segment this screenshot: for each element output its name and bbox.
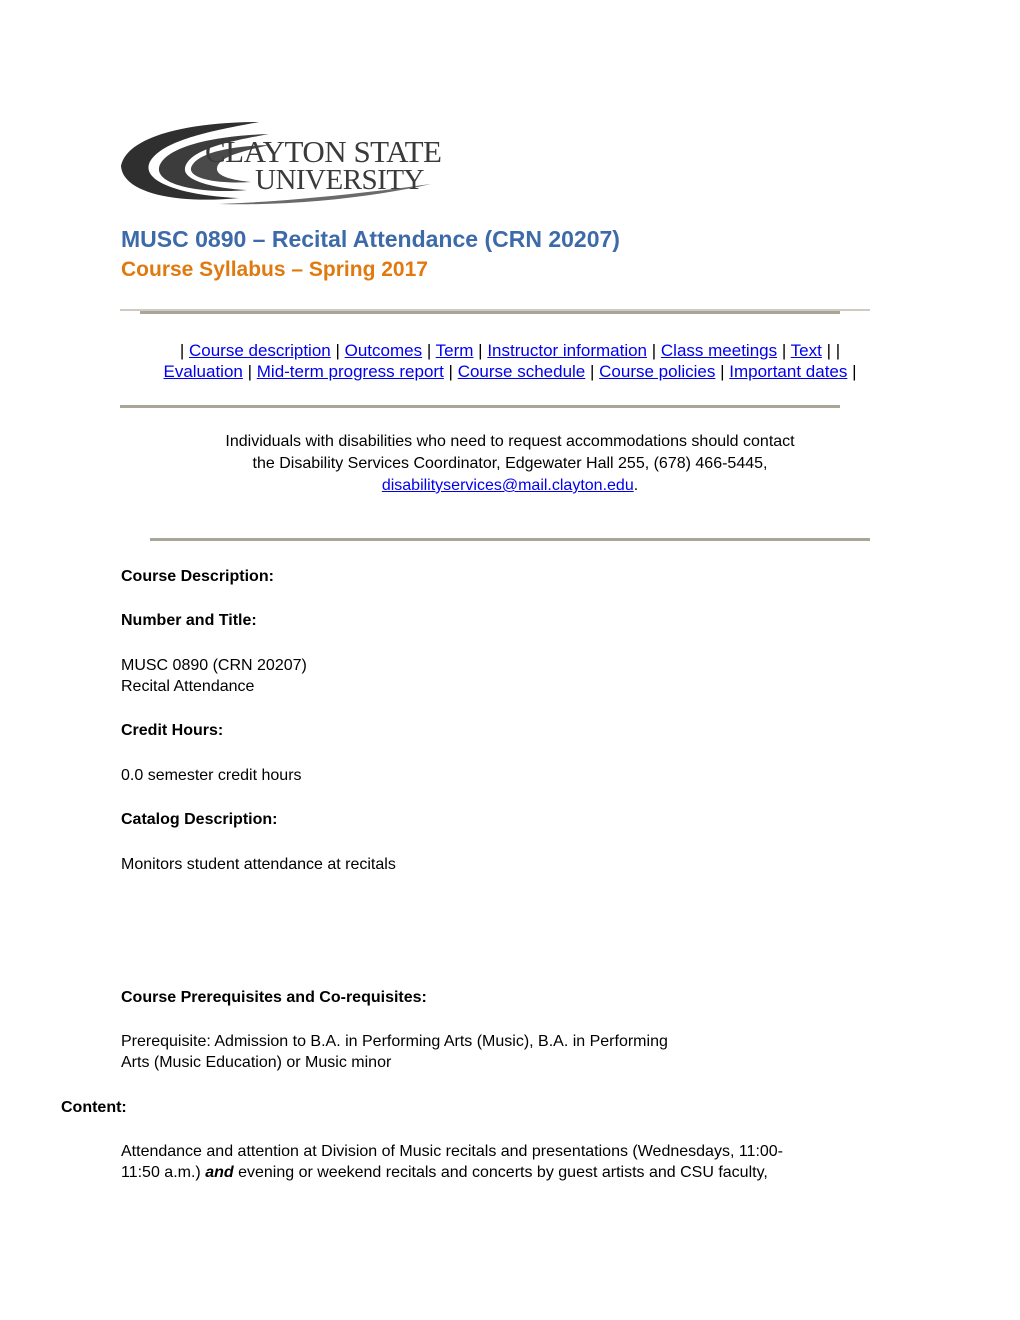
- divider: [140, 311, 840, 314]
- divider: [120, 405, 840, 408]
- content-line-1: Attendance and attention at Division of Music recitals and presentations (Wednesdays, 11:00-: [121, 1143, 784, 1160]
- notice-line-2: the Disability Services Coordinator, Edgewater Hall 255, (678) 466-5445,: [252, 455, 768, 472]
- nav-link-instructor-information[interactable]: Instructor information: [487, 341, 648, 360]
- catalog-description-text: Monitors student attendance at recitals: [121, 856, 396, 873]
- credit-hours-value: 0.0 semester credit hours: [121, 767, 302, 784]
- section-heading-prerequisites: Course Prerequisites and Co-requisites:: [121, 989, 427, 1006]
- disability-services-email-link[interactable]: disabilityservices@mail.clayton.edu: [381, 477, 634, 494]
- nav-link-evaluation[interactable]: Evaluation: [163, 362, 243, 381]
- nav-link-text[interactable]: Text: [790, 341, 822, 360]
- section-heading-course-description: Course Description:: [121, 568, 274, 585]
- notice-line-1: Individuals with disabilities who need to request accommodations should contact: [225, 433, 795, 450]
- section-navigation: | Course description | Outcomes | Term | Instructor information | Class meetings | Text | | Evaluation | Mid-term progress report | Course schedule | Course policies | Important dates |: [163, 341, 857, 381]
- prerequisites-line-1: Prerequisite: Admission to B.A. in Performing Arts (Music), B.A. in Performing: [121, 1033, 668, 1050]
- nav-link-mid-term-progress-report[interactable]: Mid-term progress report: [256, 362, 444, 381]
- nav-link-course-policies[interactable]: Course policies: [599, 362, 716, 381]
- nav-link-term[interactable]: Term: [435, 341, 474, 360]
- emphasis-and: and: [205, 1164, 234, 1181]
- logo-wordmark-line1: CLAYTON STATE: [205, 134, 442, 169]
- nav-link-course-schedule[interactable]: Course schedule: [457, 362, 586, 381]
- course-title: Recital Attendance: [121, 678, 255, 695]
- nav-link-important-dates[interactable]: Important dates: [729, 362, 848, 381]
- course-number: MUSC 0890 (CRN 20207): [121, 657, 307, 674]
- nav-link-outcomes[interactable]: Outcomes: [344, 341, 423, 360]
- disability-notice: Individuals with disabilities who need to request accommodations should contact the Disability Services Coordinator, Edgewater Hall 255, (678) 466-5445, disabilityservices@mail.clayton.edu.: [225, 433, 795, 494]
- subheading-catalog-description: Catalog Description:: [121, 811, 278, 828]
- divider: [150, 538, 870, 541]
- page-title: MUSC 0890 – Recital Attendance (CRN 20207): [121, 226, 620, 252]
- content-line-2: 11:50 a.m.) and evening or weekend recitals and concerts by guest artists and CSU faculty,: [121, 1164, 768, 1181]
- subheading-number-and-title: Number and Title:: [121, 612, 257, 629]
- logo-wordmark-line2: UNIVERSITY: [255, 164, 424, 196]
- subheading-credit-hours: Credit Hours:: [121, 722, 224, 739]
- section-heading-content: Content:: [61, 1099, 127, 1116]
- nav-link-class-meetings[interactable]: Class meetings: [660, 341, 778, 360]
- nav-link-course-description[interactable]: Course description: [189, 341, 331, 360]
- prerequisites-line-2: Arts (Music Education) or Music minor: [121, 1054, 392, 1071]
- clayton-state-logo: [119, 118, 442, 206]
- page-subtitle: Course Syllabus – Spring 2017: [121, 258, 428, 281]
